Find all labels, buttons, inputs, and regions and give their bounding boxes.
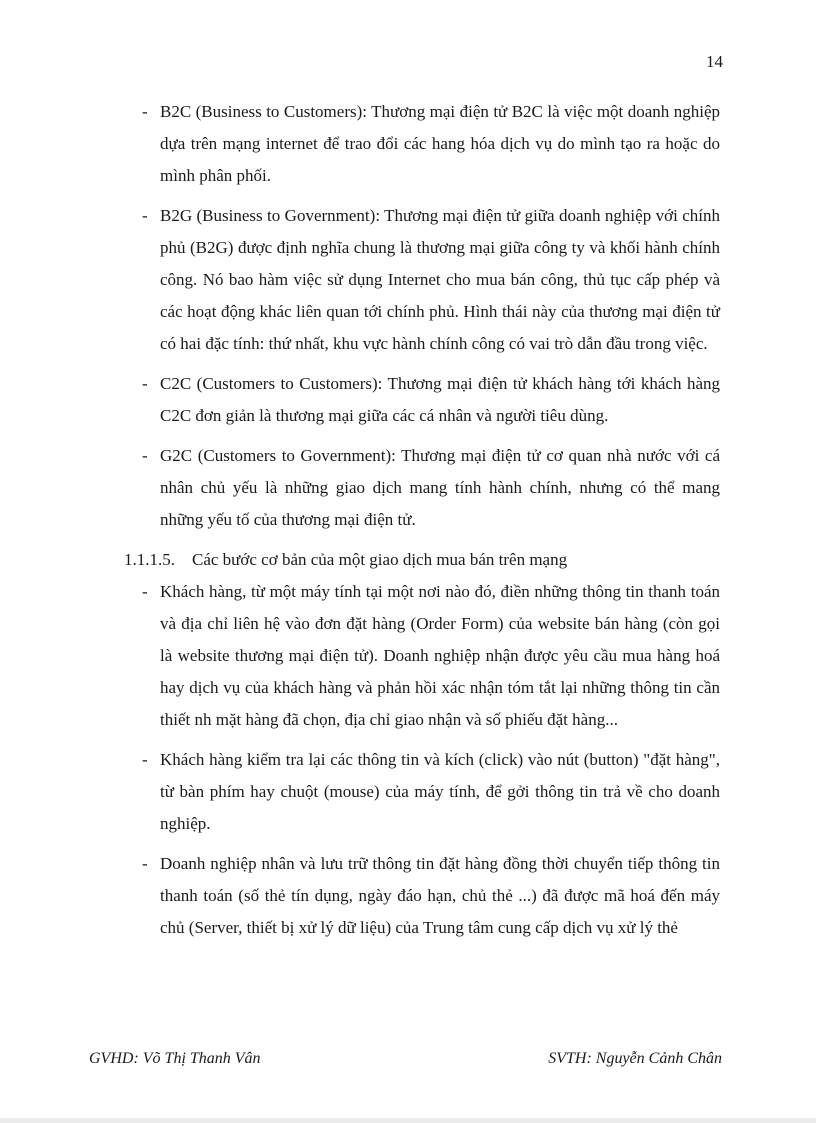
list-item-g2c (142, 440, 720, 536)
bullet-dash: - (142, 374, 148, 393)
list-item-step-1 (142, 576, 720, 736)
paragraph-step-2: Khách hàng kiểm tra lại các thông tin và kích (click) vào nút (button) "đặt hàng", từ bàn phím hay chuột (mouse) của máy tính, để gởi thông tin trả về cho doanh nghiệp. (160, 750, 720, 833)
list-item-b2c (142, 96, 720, 192)
section-heading (124, 544, 816, 576)
list-item-b2g (142, 200, 720, 360)
page-edge-divider (0, 1118, 816, 1123)
bullet-dash: - (142, 446, 148, 465)
paragraph-g2c: G2C (Customers to Government): Thương mại điện tử cơ quan nhà nước với cá nhân chủ yếu là những giao dịch mang tính hành chính, nhưng có thể mang những yếu tố của thương mại điện tử. (160, 446, 720, 529)
footer-student: SVTH: Nguyễn Cảnh Chân (548, 1050, 722, 1067)
paragraph-b2c: B2C (Business to Customers): Thương mại điện tử B2C là việc một doanh nghiệp dựa trên mạng internet để trao đổi các hang hóa dịch vụ do mình tạo ra hoặc do mình phân phối. (160, 102, 720, 185)
list-item-c2c (142, 368, 720, 432)
bullet-dash: - (142, 206, 148, 225)
page-body (0, 96, 816, 952)
list-item-step-2 (142, 744, 720, 840)
list-item-step-3 (142, 848, 720, 944)
section-number: 1.1.1.5. (124, 550, 175, 569)
bullet-dash: - (142, 750, 148, 769)
paragraph-b2g: B2G (Business to Government): Thương mại điện tử giữa doanh nghiệp với chính phủ (B2G) được định nghĩa chung là thương mại giữa công ty và khối hành chính công. Nó bao hàm việc sử dụng Internet cho mua bán công, thủ tục cấp phép và các hoạt động khác liên quan tới chính phủ. Hình thái này của thương mại điện tử có hai đặc tính: thứ nhất, khu vực hành chính công có vai trò dẫn đầu trong việc. (160, 206, 720, 353)
bullet-dash: - (142, 854, 148, 873)
bullet-dash: - (142, 102, 148, 121)
footer-supervisor: GVHD: Võ Thị Thanh Vân (89, 1050, 261, 1067)
paragraph-step-1: Khách hàng, từ một máy tính tại một nơi nào đó, điền những thông tin thanh toán và địa chỉ liên hệ vào đơn đặt hàng (Order Form) của website bán hàng (còn gọi là website thương mại điện tử). Doanh nghiệp nhận được yêu cầu mua hàng hoá hay dịch vụ của khách hàng và phản hồi xác nhận tóm tắt lại những thông tin cần thiết nh mặt hàng đã chọn, địa chỉ giao nhận và số phiếu đặt hàng... (160, 582, 720, 729)
paragraph-c2c: C2C (Customers to Customers): Thương mại điện tử khách hàng tới khách hàng C2C đơn giản là thương mại giữa các cá nhân và người tiêu dùng. (160, 374, 720, 425)
paragraph-step-3: Doanh nghiệp nhân và lưu trữ thông tin đặt hàng đồng thời chuyển tiếp thông tin thanh toán (số thẻ tín dụng, ngày đáo hạn, chủ thẻ ...) đã được mã hoá đến máy chủ (Server, thiết bị xử lý dữ liệu) của Trung tâm cung cấp dịch vụ xử lý thẻ (160, 854, 720, 937)
section-title: Các bước cơ bản của một giao dịch mua bán trên mạng (192, 550, 568, 569)
bullet-dash: - (142, 582, 148, 601)
page-number: 14 (706, 52, 723, 71)
